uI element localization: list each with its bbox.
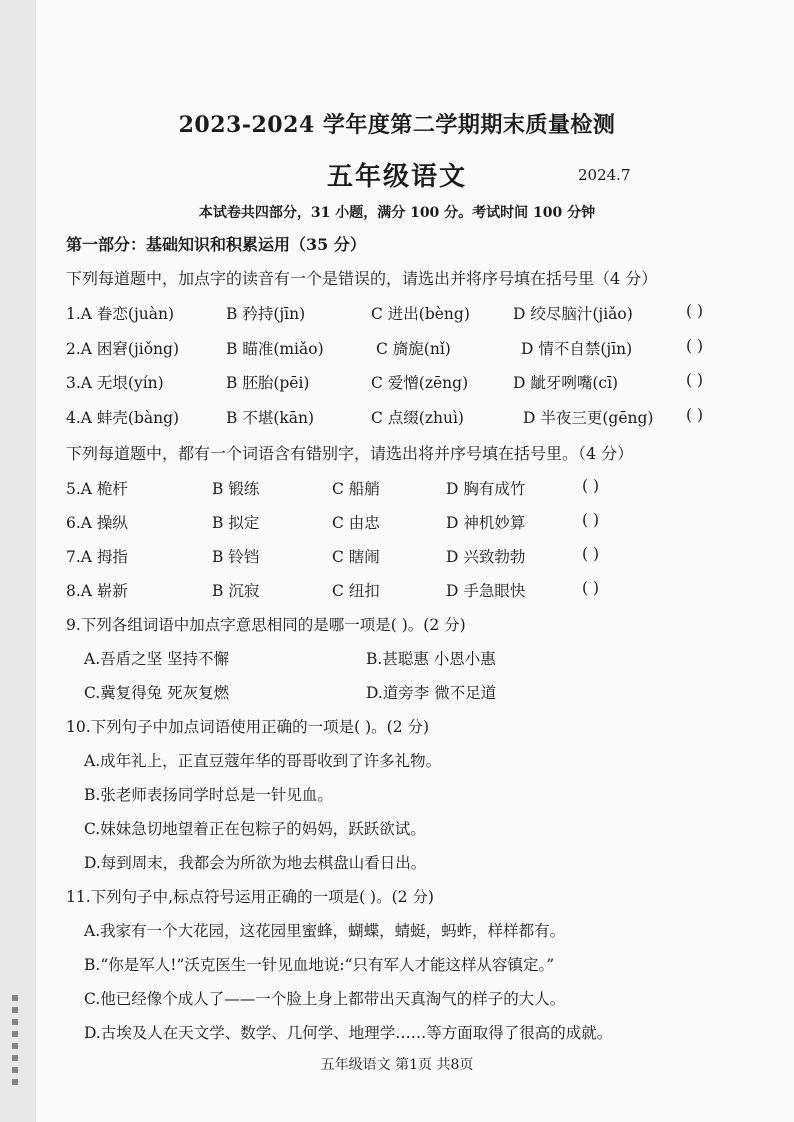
- exam-subtitle: 五年级语文: [326, 162, 467, 192]
- option-b: B 锻练: [212, 480, 260, 498]
- option-b: B 不堪(kān): [226, 409, 315, 427]
- option-a: 5.A 桅杆: [66, 480, 128, 498]
- question-row: [66, 406, 746, 432]
- option-c: C 纽扣: [332, 582, 380, 600]
- option-d: D 半夜三更(gēng): [523, 409, 654, 427]
- page-footer: 五年级语文 第1页 共8页: [320, 1057, 474, 1073]
- option-d: D 胸有成竹: [446, 480, 526, 498]
- option-a: 7.A 拇指: [66, 548, 128, 566]
- answer-blank: ( ): [582, 511, 600, 529]
- question-9-option-d: D.道旁李 微不足道: [366, 684, 497, 702]
- answer-blank: ( ): [686, 337, 704, 355]
- question-row: [66, 302, 746, 328]
- question-row: [66, 337, 746, 363]
- option-c: C 爱憎(zēng): [371, 374, 469, 392]
- exam-title: 2023-2024 学年度第二学期期末质量检测: [178, 112, 616, 138]
- option-d: D 兴致勃勃: [446, 548, 526, 566]
- question-11-option-a: A.我家有一个大花园，这花园里蜜蜂，蝴蝶，蜻蜓，蚂蚱，样样都有。: [84, 922, 566, 940]
- option-c: C 点缀(zhuì): [371, 409, 464, 427]
- question-row: [66, 477, 746, 503]
- option-b: B 沉寂: [212, 582, 260, 600]
- option-d: D 手急眼快: [446, 582, 526, 600]
- option-a: 1.A 眷恋(juàn): [66, 305, 175, 323]
- option-a: 3.A 无垠(yín): [66, 374, 164, 392]
- option-c: C 船艄: [332, 480, 380, 498]
- option-a: 4.A 蚌壳(bàng): [66, 409, 180, 427]
- question-11-option-d: D.古埃及人在天文学、数学、几何学、地理学……等方面取得了很高的成就。: [84, 1024, 613, 1042]
- option-c: C 旖旎(nǐ): [376, 340, 451, 358]
- question-9-option-b: B.甚聪惠 小恩小惠: [366, 650, 496, 668]
- option-a: 2.A 困窘(jiǒng): [66, 340, 180, 358]
- option-b: B 矜持(jīn): [226, 305, 306, 323]
- instruction-pinyin: 下列每道题中，加点字的读音有一个是错误的，请选出并将序号填在括号里（4 分）: [66, 269, 658, 288]
- question-11-option-c: C.他已经像个成人了——一个脸上身上都带出天真淘气的样子的大人。: [84, 990, 566, 1008]
- question-10-option-c: C.妹妹急切地望着正在包粽子的妈妈，跃跃欲试。: [84, 820, 426, 838]
- question-10-option-d: D.每到周末，我都会为所欲为地去棋盘山看日出。: [84, 854, 427, 872]
- option-b: B 拟定: [212, 514, 260, 532]
- exam-note: 本试卷共四部分，31 小题，满分 100 分。考试时间 100 分钟: [198, 205, 596, 221]
- option-c: C 由忠: [332, 514, 380, 532]
- section-title: 第一部分：基础知识和积累运用（35 分）: [66, 235, 366, 254]
- question-11-stem: 11.下列句子中,标点符号运用正确的一项是( )。(2 分): [66, 888, 434, 906]
- option-d: D 龇牙咧嘴(cī): [513, 374, 619, 392]
- answer-blank: ( ): [686, 302, 704, 320]
- question-11-option-b: B.“你是军人!”沃克医生一针见血地说:“只有军人才能这样从容镇定。”: [84, 956, 555, 974]
- instruction-typo: 下列每道题中，都有一个词语含有错别字，请选出将并序号填在括号里。（4 分）: [66, 444, 634, 463]
- question-row: [66, 371, 746, 397]
- question-9-option-a: A.吾盾之坚 坚持不懈: [84, 650, 230, 668]
- option-c: C 迸出(bèng): [371, 305, 470, 323]
- question-9-option-c: C.冀复得兔 死灰复燃: [84, 684, 230, 702]
- answer-blank: ( ): [582, 477, 600, 495]
- option-b: B 胚胎(pēi): [226, 374, 310, 392]
- option-d: D 神机妙算: [446, 514, 526, 532]
- question-row: [66, 545, 746, 571]
- option-c: C 瞎闹: [332, 548, 380, 566]
- option-b: B 铃铛: [212, 548, 260, 566]
- option-d: D 绞尽脑汁(jiǎo): [513, 305, 633, 323]
- option-d: D 情不自禁(jīn): [521, 340, 633, 358]
- answer-blank: ( ): [686, 406, 704, 424]
- question-10-option-a: A.成年礼上，正直豆蔻年华的哥哥收到了许多礼物。: [84, 752, 442, 770]
- question-row: [66, 511, 746, 537]
- exam-date: 2024.7: [578, 166, 631, 184]
- question-row: [66, 579, 746, 605]
- answer-blank: ( ): [582, 579, 600, 597]
- question-9-stem: 9.下列各组词语中加点字意思相同的是哪一项是( )。(2 分): [66, 616, 466, 634]
- answer-blank: ( ): [582, 545, 600, 563]
- option-b: B 瞄准(miǎo): [226, 340, 324, 358]
- question-10-stem: 10.下列句子中加点词语使用正确的一项是( )。(2 分): [66, 718, 430, 736]
- answer-blank: ( ): [686, 371, 704, 389]
- option-a: 8.A 崭新: [66, 582, 128, 600]
- option-a: 6.A 操纵: [66, 514, 128, 532]
- question-10-option-b: B.张老师表扬同学时总是一针见血。: [84, 786, 333, 804]
